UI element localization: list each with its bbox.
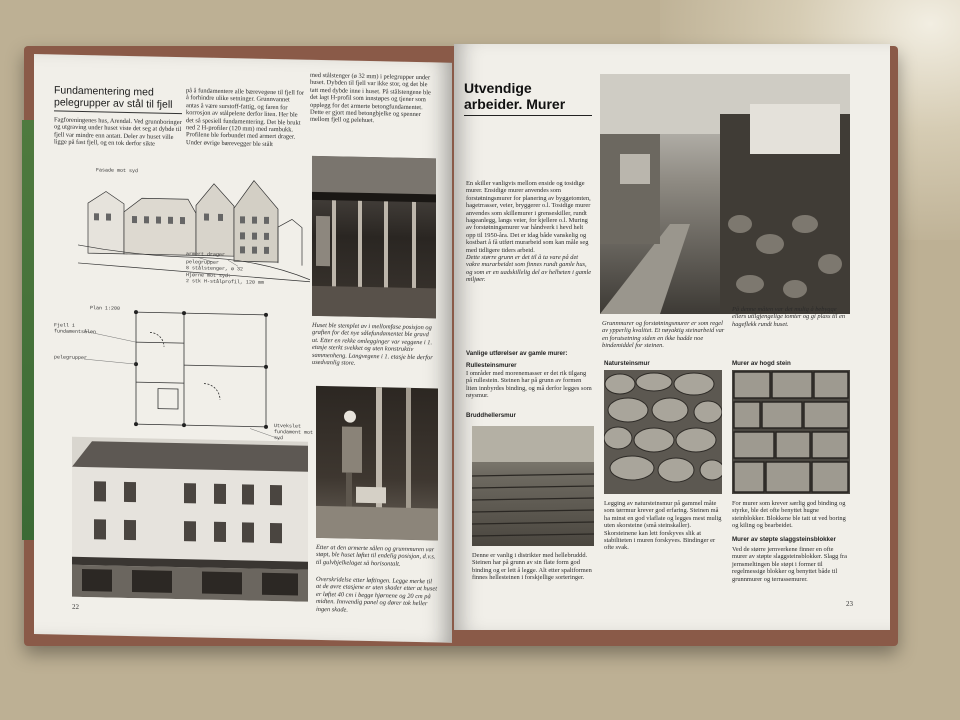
right-intro-text: En skiller vanligvis mellom enside og tosidige murer. Ensidige murer anvendes som forstøtningsmurer for planering av byggetomten, hagetrrasser, veier, bryggerer o.l. Tosidige murer anvendes som skillemurer i grenseskiller, rundt hageanlegg, langs veier, for kjellere o.l. Muring av forstøtningsmurer var håndverk i hevd helt opp til 1950-åra. Det er idag både vanskelig og kostbart å få utført murarbeid som kan måle seg med tidligere tiders arbeid. [466, 180, 591, 254]
left-column-2 [186, 87, 304, 149]
right-heading-block [464, 80, 592, 116]
side-caption-block [732, 306, 850, 328]
photo-slab-wall-shapes [472, 426, 594, 546]
natur-text-block [604, 500, 724, 552]
caption-2-block [316, 544, 438, 569]
left-col1-text: Fagforeningenes hus, Arendal. Ved grunnboringer og utgraving under huset viste det seg at dybde til fjell var mindre enn antatt. Deler av huset ville ligge på fast fjell, og en tok derfor sikte [54, 116, 182, 148]
photo-caption-block [602, 320, 730, 350]
photo-finished-building-shapes [72, 437, 308, 602]
photo-natural-stone-wall [604, 370, 722, 494]
left-col3-text: med stålstenger (ø 32 mm) i pelegrupper under huset. Dybden til fjell var ikke stor, og det ble tatt med dybde inne i huset. På stålstengene ble det lagt H-profil som innstøpes og tjener som opplegg for det armerte betongfundamentet. Dette er gjort med betongbjelke og spenner mellom fjell og pelehuet. [310, 71, 431, 125]
right-intro-italic: Dette større grunn er det til å ta vare på det vakre murarbeidet som finnes rundt gamle hus, og som er en uadskillelig del av helheten i gamle miljøer. [466, 254, 592, 284]
label-plan: Plan 1:200 [90, 305, 121, 312]
right-intro-block [466, 180, 592, 284]
photo-worker-shapes [316, 386, 438, 541]
brudd-text-block [472, 552, 594, 582]
caption-3-block [316, 576, 438, 616]
caption-2: Etter at den armerte sålen og grunnmuren var støpt, ble huset løftet til endelig posisjon, d.v.s. til gulvbjelkelaget så horisontalt. [316, 543, 436, 568]
photo-slab-wall [472, 426, 594, 546]
left-page-number: 22 [72, 602, 79, 611]
left-page-heading: Fundamentering med pelegrupper av stål til fjell [54, 84, 173, 111]
brudd-text: Denne er vanlig i distrikter med hellebruddd. Steinen har på grunn av sin flate form god binding og er lett å legge. Alt etter spaltformen finnes hellesteinen i forskjellige sorteringer. [472, 552, 592, 582]
photo-street-shapes [600, 74, 850, 314]
subheading-naturstein: Natursteinsmur [604, 360, 650, 367]
photo-street-stone-walls [600, 74, 850, 314]
plan-drawing-svg [54, 300, 310, 445]
subheading-slagg: Murer av støpte slaggsteinsblokker [732, 536, 836, 543]
left-column-1 [54, 116, 182, 148]
photo-natural-stone-shapes [604, 370, 722, 494]
photo-worker [316, 386, 438, 541]
left-page [34, 54, 452, 643]
side-caption: På denne måten var det mulig å bebygge ellers utilgjengelige tomter og gi plass til en hageflekk rundt huset. [732, 306, 846, 328]
label-utvekslet: Utvekslet fundament mot syd [274, 423, 314, 442]
right-page-heading: Utvendige arbeider. Murer [464, 80, 566, 112]
photo-house-construction-shapes [312, 156, 436, 319]
photo-cut-stone-wall [732, 370, 850, 494]
right-page-number: 23 [846, 600, 853, 608]
photo-caption: Grunnmurer og forstøtningsmurer er som regel av ypperlig kvalitet. Et nøyaktig steinarbeid var en forutsetning siden en ikke hadde noe bindemiddel for steinen. [602, 320, 725, 350]
subheading-rullestein: Rullesteinsmurer [466, 362, 517, 369]
subheading-hogd: Murer av hogd stein [732, 360, 791, 367]
facade-drawing [78, 163, 310, 286]
label-drager: armert drager [186, 251, 226, 259]
photo-house-construction [312, 156, 436, 319]
left-heading-block [54, 84, 182, 114]
hogd-text-block [732, 500, 850, 530]
right-page [454, 44, 890, 630]
caption-1-block [312, 322, 436, 369]
label-hjorne: Hjørne mot syd: [186, 272, 232, 280]
subheading-bruddheller: Bruddhellersmur [466, 412, 516, 419]
left-column-3 [310, 72, 434, 126]
hogd-text: For murer som krever særlig god binding og styrke, ble det ofte benyttet hugne steinblokker. Blokkene ble tatt ut ved boring og kiling og bearbeidet. [732, 500, 846, 530]
label-pelegrupper-plan: pelegrupper [54, 354, 88, 362]
label-fjell: Fjell i fundamentsålen [54, 322, 97, 336]
slagg-text: Ved de større jernverkene finner en ofte murer av støpte slaggsteinsblokker. Slagg fra jernsmeltingen ble støpt i former til regelmessige blokker og benyttet både til grunnmurer og terrassemurer. [732, 546, 848, 583]
photo-cut-stone-shapes [732, 370, 850, 494]
label-stalstenger: 8 stålstenger, ø 32 [186, 265, 244, 273]
label-pelegrupper: pelegrupper [186, 259, 220, 266]
label-facade: Fasade mot syd [96, 167, 139, 175]
rull-text: I områder med morenemasser er det rik tilgang på rullestein. Steinen har på grunn av formen liten innbyrdes binding, og må derfor legges som røysmur. [466, 370, 592, 400]
plan-drawing [54, 300, 314, 445]
rull-text-block [466, 370, 592, 400]
caption-3: Overskridelse etter løftingen. Legge merke til at de øvre etasjene er uten skader etter at huset er løftet 40 cm i begge hjørnene og 20 cm på midten. Innvendig panel og dører tok heller ingen skade. [316, 575, 437, 614]
photo-finished-building [72, 437, 308, 602]
subheading-types: Vanlige utførelser av gamle murer: [466, 350, 568, 357]
natur-text: Legging av natursteinsmur på gammel måte som tørrmur krever god erfaring. Steinen må ha minst en god vlaflate og legges mest mulig uten skorsteine (små steinskaller). Skorsteinene kan lett forskyves slik at stabiliteten i muren forskyves. Bindinger er ofte svak. [604, 500, 722, 552]
caption-1: Huset ble stemplet av i mellomfase posisjon og graften for det nye sålefundamentet ble gravd ut. Etter en rekke omlegginger var veggene i 1. etasje sterkt svekket og uten konstruktiv sammenheng. Langvegene i 1. etasje ble derfor usedvanlig store. [312, 321, 433, 367]
left-col2-text: på å fundamentere alle bærevegene til fjell for å forhindre ulike setninger. Grunnvannet antas å være surstoff-fattig, og faren for korrosjon av stålpelene derfor liten. Her ble det så spesiell fundamentering. Det ble brukt ned 2 H-profiler (120 mm) med rambukk. Profilene ble forbundet med armert drager. Under øvrige bærevegger ble stålt [186, 87, 304, 148]
label-hprofil: 2 stk H-stålprofil, 120 mm [186, 278, 265, 286]
slagg-text-block [732, 546, 850, 583]
